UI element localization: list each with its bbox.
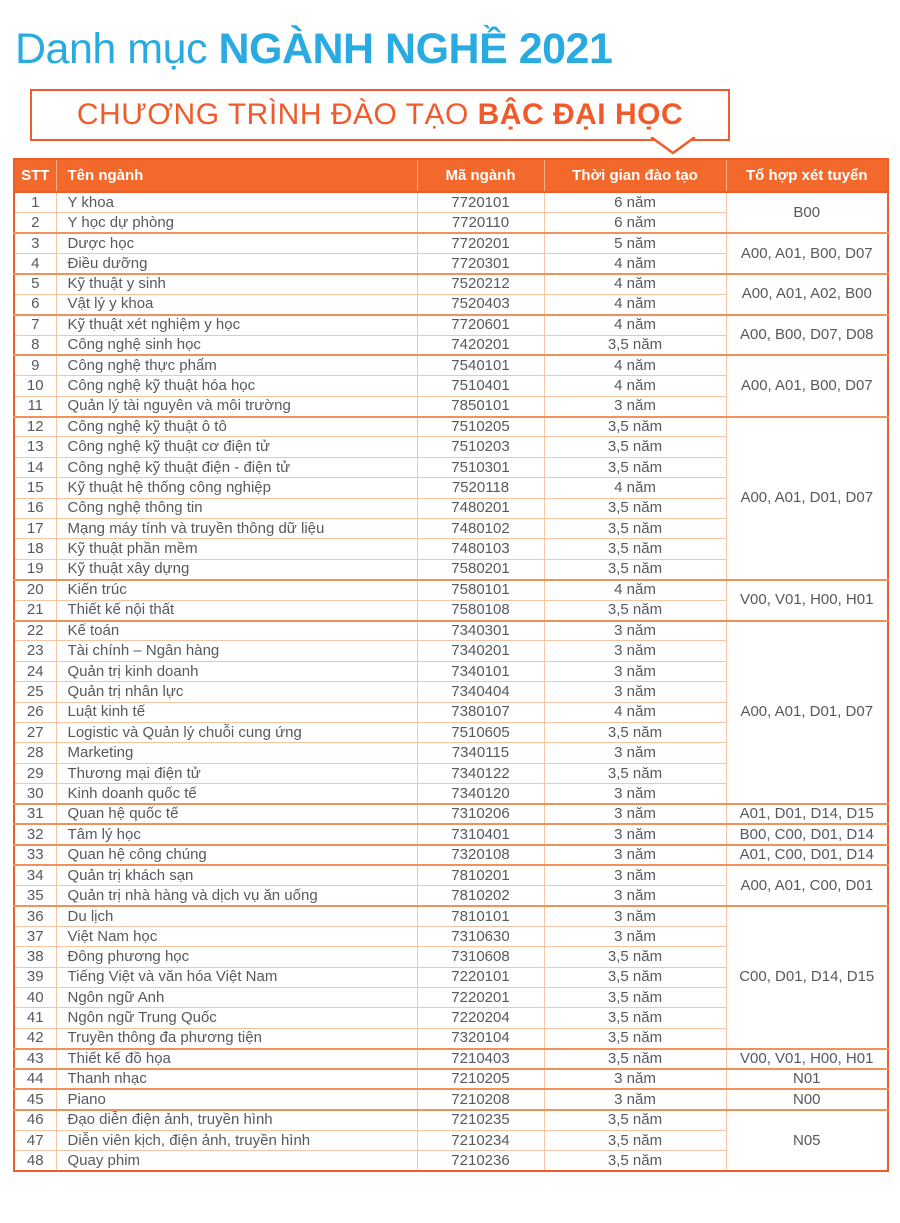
row-name: Quan hệ quốc tế	[56, 804, 417, 824]
row-code: 7480103	[417, 539, 544, 559]
row-code: 7520212	[417, 274, 544, 294]
row-code: 7210205	[417, 1069, 544, 1089]
row-name: Y học dự phòng	[56, 213, 417, 233]
row-stt: 27	[14, 722, 56, 742]
row-name: Thiết kế nội thất	[56, 600, 417, 620]
row-code: 7810201	[417, 865, 544, 885]
row-duration: 3 năm	[544, 845, 726, 865]
row-stt: 25	[14, 682, 56, 702]
row-duration: 6 năm	[544, 192, 726, 212]
header-combo: Tổ hợp xét tuyển	[726, 159, 888, 192]
row-name: Mạng máy tính và truyền thông dữ liệu	[56, 519, 417, 539]
row-name: Kỹ thuật hệ thống công nghiệp	[56, 478, 417, 498]
row-duration: 4 năm	[544, 253, 726, 273]
row-name: Kế toán	[56, 621, 417, 641]
row-code: 7720110	[417, 213, 544, 233]
row-duration: 3,5 năm	[544, 437, 726, 457]
row-code: 7220204	[417, 1008, 544, 1028]
row-stt: 13	[14, 437, 56, 457]
row-combo: V00, V01, H00, H01	[726, 1049, 888, 1069]
row-name: Dược học	[56, 233, 417, 253]
row-stt: 21	[14, 600, 56, 620]
row-code: 7340120	[417, 784, 544, 804]
row-name: Kỹ thuật xét nghiệm y học	[56, 315, 417, 335]
row-code: 7480102	[417, 519, 544, 539]
row-code: 7310630	[417, 926, 544, 946]
page-title-prefix: Danh mục	[15, 25, 219, 73]
row-name: Tài chính – Ngân hàng	[56, 641, 417, 661]
row-code: 7510401	[417, 376, 544, 396]
table-row	[14, 824, 888, 844]
table-row	[14, 1089, 888, 1109]
row-stt: 7	[14, 315, 56, 335]
row-name: Tiếng Việt và văn hóa Việt Nam	[56, 967, 417, 987]
row-combo: A00, A01, D01, D07	[726, 621, 888, 805]
table-row	[14, 621, 888, 641]
table-row	[14, 355, 888, 375]
row-stt: 31	[14, 804, 56, 824]
row-stt: 42	[14, 1028, 56, 1048]
row-stt: 29	[14, 763, 56, 783]
row-name: Công nghệ kỹ thuật ô tô	[56, 417, 417, 437]
row-code: 7340101	[417, 661, 544, 681]
row-name: Diễn viên kịch, điện ảnh, truyền hình	[56, 1130, 417, 1150]
row-duration: 4 năm	[544, 478, 726, 498]
subtitle-box	[30, 89, 730, 141]
row-combo: V00, V01, H00, H01	[726, 580, 888, 621]
row-duration: 3,5 năm	[544, 988, 726, 1008]
row-stt: 35	[14, 886, 56, 906]
row-combo: B00, C00, D01, D14	[726, 824, 888, 844]
row-name: Quan hệ công chúng	[56, 845, 417, 865]
row-name: Vật lý y khoa	[56, 294, 417, 314]
row-stt: 40	[14, 988, 56, 1008]
row-code: 7520118	[417, 478, 544, 498]
row-code: 7810202	[417, 886, 544, 906]
row-duration: 3,5 năm	[544, 559, 726, 579]
row-code: 7720101	[417, 192, 544, 212]
row-stt: 48	[14, 1151, 56, 1171]
row-stt: 38	[14, 947, 56, 967]
row-stt: 37	[14, 926, 56, 946]
table-row	[14, 1049, 888, 1069]
row-combo: N00	[726, 1089, 888, 1109]
row-name: Quản trị kinh doanh	[56, 661, 417, 681]
row-name: Công nghệ sinh học	[56, 335, 417, 355]
row-code: 7310206	[417, 804, 544, 824]
row-duration: 3,5 năm	[544, 763, 726, 783]
row-name: Truyền thông đa phương tiện	[56, 1028, 417, 1048]
row-code: 7480201	[417, 498, 544, 518]
row-stt: 23	[14, 641, 56, 661]
row-stt: 24	[14, 661, 56, 681]
row-stt: 9	[14, 355, 56, 375]
row-code: 7850101	[417, 396, 544, 416]
row-duration: 3,5 năm	[544, 417, 726, 437]
row-stt: 41	[14, 1008, 56, 1028]
row-combo: C00, D01, D14, D15	[726, 906, 888, 1049]
row-code: 7210236	[417, 1151, 544, 1171]
header-code: Mã ngành	[417, 159, 544, 192]
row-duration: 3 năm	[544, 682, 726, 702]
row-duration: 3 năm	[544, 824, 726, 844]
majors-table-header	[14, 159, 888, 192]
row-code: 7580101	[417, 580, 544, 600]
row-code: 7720201	[417, 233, 544, 253]
row-stt: 26	[14, 702, 56, 722]
row-name: Công nghệ kỹ thuật cơ điện tử	[56, 437, 417, 457]
row-combo: A00, A01, B00, D07	[726, 233, 888, 274]
row-duration: 3,5 năm	[544, 947, 726, 967]
row-duration: 4 năm	[544, 376, 726, 396]
row-stt: 20	[14, 580, 56, 600]
row-stt: 1	[14, 192, 56, 212]
majors-table	[13, 158, 889, 1172]
row-stt: 3	[14, 233, 56, 253]
table-row	[14, 417, 888, 437]
row-code: 7340122	[417, 763, 544, 783]
row-duration: 4 năm	[544, 294, 726, 314]
row-duration: 3,5 năm	[544, 539, 726, 559]
row-code: 7580201	[417, 559, 544, 579]
row-code: 7510205	[417, 417, 544, 437]
row-duration: 3 năm	[544, 906, 726, 926]
row-combo: N01	[726, 1069, 888, 1089]
row-code: 7510203	[417, 437, 544, 457]
row-code: 7340201	[417, 641, 544, 661]
row-duration: 4 năm	[544, 315, 726, 335]
row-code: 7340301	[417, 621, 544, 641]
row-stt: 10	[14, 376, 56, 396]
row-name: Marketing	[56, 743, 417, 763]
row-code: 7720601	[417, 315, 544, 335]
row-duration: 3 năm	[544, 886, 726, 906]
table-row	[14, 192, 888, 212]
row-name: Piano	[56, 1089, 417, 1109]
row-name: Điều dưỡng	[56, 253, 417, 273]
row-code: 7210403	[417, 1049, 544, 1069]
row-name: Công nghệ kỹ thuật điện - điện tử	[56, 457, 417, 477]
row-name: Công nghệ kỹ thuật hóa học	[56, 376, 417, 396]
row-name: Ngôn ngữ Anh	[56, 988, 417, 1008]
page-title-main: NGÀNH NGHỀ 2021	[218, 25, 613, 73]
row-name: Kỹ thuật y sinh	[56, 274, 417, 294]
row-code: 7310608	[417, 947, 544, 967]
row-combo: A00, A01, C00, D01	[726, 865, 888, 906]
row-duration: 3 năm	[544, 784, 726, 804]
table-row	[14, 804, 888, 824]
row-code: 7210235	[417, 1110, 544, 1130]
row-name: Đông phương học	[56, 947, 417, 967]
row-duration: 4 năm	[544, 580, 726, 600]
header-stt: STT	[14, 159, 56, 192]
table-row	[14, 845, 888, 865]
table-row	[14, 274, 888, 294]
row-duration: 5 năm	[544, 233, 726, 253]
row-duration: 3 năm	[544, 621, 726, 641]
table-row	[14, 865, 888, 885]
row-duration: 3 năm	[544, 661, 726, 681]
row-name: Thanh nhạc	[56, 1069, 417, 1089]
row-stt: 8	[14, 335, 56, 355]
row-stt: 28	[14, 743, 56, 763]
table-row	[14, 1069, 888, 1089]
row-stt: 46	[14, 1110, 56, 1130]
row-name: Luật kinh tế	[56, 702, 417, 722]
row-name: Kiến trúc	[56, 580, 417, 600]
row-name: Quay phim	[56, 1151, 417, 1171]
row-code: 7420201	[417, 335, 544, 355]
row-code: 7320104	[417, 1028, 544, 1048]
row-stt: 11	[14, 396, 56, 416]
row-code: 7520403	[417, 294, 544, 314]
callout-arrow-icon	[650, 137, 696, 155]
row-stt: 17	[14, 519, 56, 539]
row-name: Kinh doanh quốc tế	[56, 784, 417, 804]
row-combo: A00, A01, A02, B00	[726, 274, 888, 315]
row-name: Kỹ thuật phần mềm	[56, 539, 417, 559]
row-name: Quản trị nhà hàng và dịch vụ ăn uống	[56, 886, 417, 906]
row-code: 7810101	[417, 906, 544, 926]
row-code: 7220101	[417, 967, 544, 987]
majors-table-body	[14, 192, 888, 1171]
row-name: Thương mại điện tử	[56, 763, 417, 783]
row-stt: 14	[14, 457, 56, 477]
row-name: Đạo diễn điện ảnh, truyền hình	[56, 1110, 417, 1130]
row-duration: 3 năm	[544, 1089, 726, 1109]
row-duration: 3 năm	[544, 1069, 726, 1089]
row-stt: 4	[14, 253, 56, 273]
subtitle-text	[77, 98, 683, 132]
row-stt: 12	[14, 417, 56, 437]
row-stt: 30	[14, 784, 56, 804]
table-row	[14, 1110, 888, 1130]
row-duration: 4 năm	[544, 274, 726, 294]
row-stt: 34	[14, 865, 56, 885]
row-duration: 3 năm	[544, 641, 726, 661]
table-row	[14, 315, 888, 335]
row-duration: 3,5 năm	[544, 498, 726, 518]
row-stt: 45	[14, 1089, 56, 1109]
row-code: 7210234	[417, 1130, 544, 1150]
row-combo: N05	[726, 1110, 888, 1171]
header-duration: Thời gian đào tạo	[544, 159, 726, 192]
row-stt: 47	[14, 1130, 56, 1150]
row-stt: 15	[14, 478, 56, 498]
row-name: Thiết kế đồ họa	[56, 1049, 417, 1069]
row-stt: 44	[14, 1069, 56, 1089]
row-stt: 16	[14, 498, 56, 518]
row-duration: 3,5 năm	[544, 1008, 726, 1028]
row-stt: 18	[14, 539, 56, 559]
row-combo: A01, C00, D01, D14	[726, 845, 888, 865]
row-combo: A01, D01, D14, D15	[726, 804, 888, 824]
row-stt: 43	[14, 1049, 56, 1069]
row-code: 7320108	[417, 845, 544, 865]
row-duration: 3 năm	[544, 865, 726, 885]
row-duration: 3,5 năm	[544, 1028, 726, 1048]
row-name: Quản lý tài nguyên và môi trường	[56, 396, 417, 416]
row-stt: 32	[14, 824, 56, 844]
row-duration: 3 năm	[544, 926, 726, 946]
row-duration: 3 năm	[544, 804, 726, 824]
row-duration: 3,5 năm	[544, 1110, 726, 1130]
row-stt: 22	[14, 621, 56, 641]
row-name: Công nghệ thực phẩm	[56, 355, 417, 375]
row-code: 7510605	[417, 722, 544, 742]
row-combo: A00, A01, D01, D07	[726, 417, 888, 580]
row-duration: 3,5 năm	[544, 1049, 726, 1069]
row-name: Quản trị nhân lực	[56, 682, 417, 702]
row-code: 7340404	[417, 682, 544, 702]
row-code: 7510301	[417, 457, 544, 477]
row-name: Du lịch	[56, 906, 417, 926]
row-name: Tâm lý học	[56, 824, 417, 844]
row-name: Công nghệ thông tin	[56, 498, 417, 518]
row-stt: 33	[14, 845, 56, 865]
subtitle-main: BẬC ĐẠI HỌC	[477, 98, 684, 132]
row-name: Quản trị khách sạn	[56, 865, 417, 885]
row-stt: 36	[14, 906, 56, 926]
row-combo: A00, A01, B00, D07	[726, 355, 888, 416]
row-code: 7580108	[417, 600, 544, 620]
row-code: 7210208	[417, 1089, 544, 1109]
row-duration: 3,5 năm	[544, 967, 726, 987]
row-duration: 4 năm	[544, 355, 726, 375]
row-duration: 6 năm	[544, 213, 726, 233]
row-name: Việt Nam học	[56, 926, 417, 946]
row-code: 7380107	[417, 702, 544, 722]
row-stt: 19	[14, 559, 56, 579]
row-code: 7540101	[417, 355, 544, 375]
row-combo: A00, B00, D07, D08	[726, 315, 888, 356]
subtitle-prefix: CHƯƠNG TRÌNH ĐÀO TẠO	[76, 98, 478, 132]
row-name: Kỹ thuật xây dựng	[56, 559, 417, 579]
row-duration: 3 năm	[544, 743, 726, 763]
row-duration: 3,5 năm	[544, 457, 726, 477]
table-row	[14, 233, 888, 253]
row-combo: B00	[726, 192, 888, 233]
header-row	[14, 159, 888, 192]
row-code: 7310401	[417, 824, 544, 844]
row-duration: 3,5 năm	[544, 519, 726, 539]
row-duration: 3,5 năm	[544, 1130, 726, 1150]
table-row	[14, 580, 888, 600]
row-stt: 5	[14, 274, 56, 294]
row-stt: 39	[14, 967, 56, 987]
row-duration: 4 năm	[544, 702, 726, 722]
row-duration: 3,5 năm	[544, 600, 726, 620]
row-code: 7220201	[417, 988, 544, 1008]
row-stt: 6	[14, 294, 56, 314]
row-code: 7340115	[417, 743, 544, 763]
header-name: Tên ngành	[56, 159, 417, 192]
row-duration: 3,5 năm	[544, 722, 726, 742]
row-duration: 3,5 năm	[544, 1151, 726, 1171]
page-title	[15, 26, 900, 73]
row-name: Y khoa	[56, 192, 417, 212]
row-duration: 3,5 năm	[544, 335, 726, 355]
row-name: Ngôn ngữ Trung Quốc	[56, 1008, 417, 1028]
row-duration: 3 năm	[544, 396, 726, 416]
row-stt: 2	[14, 213, 56, 233]
row-code: 7720301	[417, 253, 544, 273]
row-name: Logistic và Quản lý chuỗi cung ứng	[56, 722, 417, 742]
table-row	[14, 906, 888, 926]
